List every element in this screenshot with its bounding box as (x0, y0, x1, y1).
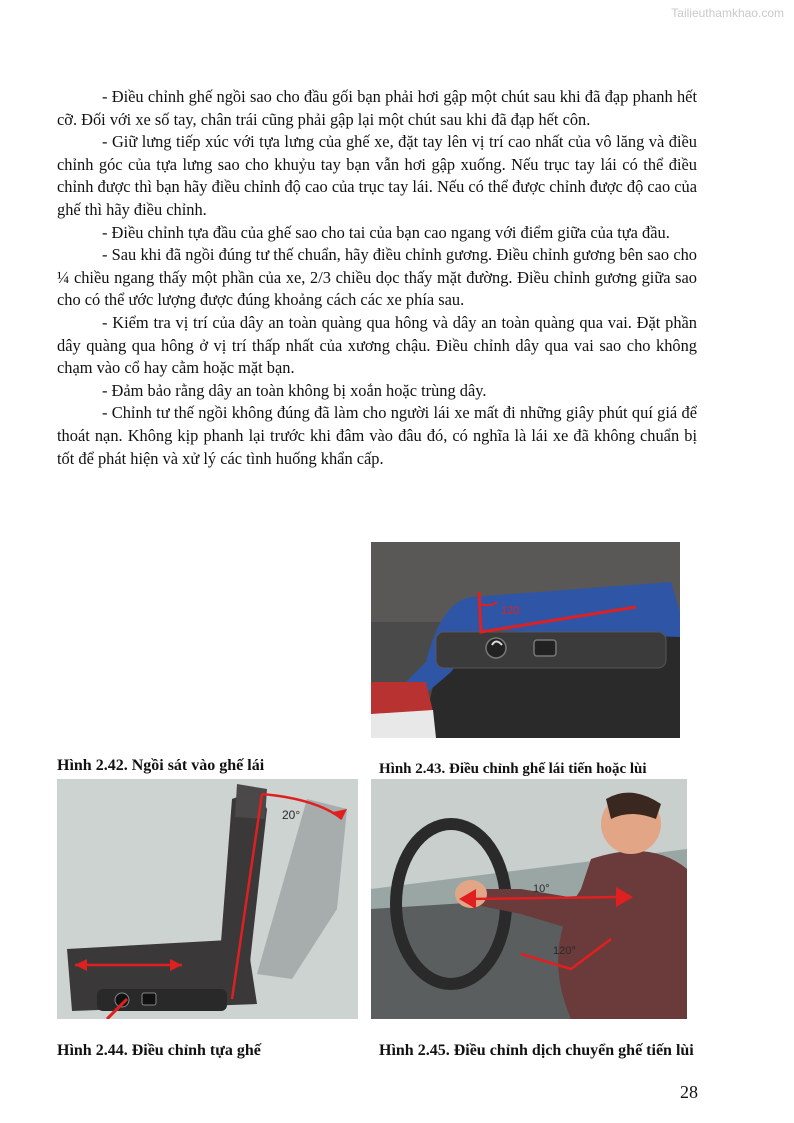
angle-label-bottom: 120° (553, 945, 576, 957)
body-text (57, 86, 697, 470)
paragraph-seatbelt: - Kiểm tra vị trí của dây an toàn quàng qua hông và dây an toàn quàng qua vai. Đặt phần dây quàng qua hông ở vị trí thấp nhất của xương chậu. Điều chỉnh dây qua vai sao cho không chạm vào cổ hay cằm hoặc mặt bạn. (57, 312, 697, 378)
figure-seat-shift (371, 779, 687, 1019)
caption-fig-2-43: Hình 2.43. Điều chỉnh ghế lái tiến hoặc lùi (379, 761, 647, 777)
caption-fig-2-44: Hình 2.44. Điều chỉnh tựa ghế (57, 1042, 261, 1059)
paragraph-belt-twist: - Đảm bảo rằng dây an toàn không bị xoắn hoặc trùng dây. (102, 380, 487, 400)
paragraph-backrest: - Giữ lưng tiếp xúc với tựa lưng của ghế xe, đặt tay lên vị trí cao nhất của vô lăng và điều chỉnh góc của tựa lưng sao cho khuỷu tay bạn vẫn hơi gập xuống. Nếu trục tay lái có thể điều chỉnh được thì bạn hãy điều chỉnh độ cao của trục tay lái. Nếu có thể được chỉnh được độ cao của ghế thì hãy điều chỉnh. (57, 132, 697, 219)
figure-seat-forward-back (371, 542, 680, 738)
angle-label: 20° (282, 808, 301, 822)
page-number: 28 (680, 1082, 698, 1102)
angle-label-top: 10° (533, 883, 550, 895)
seat-shift-illustration (371, 779, 687, 1019)
angle-label: 120 (501, 605, 520, 617)
watermark: Tailieuthamkhao.com (671, 6, 784, 20)
paragraph-headrest: - Điều chỉnh tựa đầu của ghế sao cho tai của bạn cao ngang với điểm giữa của tựa đầu. (102, 222, 670, 242)
paragraph-mirrors: - Sau khi đã ngồi đúng tư thế chuẩn, hãy điều chỉnh gương. Điều chỉnh gương bên sao cho ¼ chiều ngang thấy một phần của xe, 2/3 chiều dọc thấy mặt đường. Điều chỉnh gương giữa sao cho có thể ước lượng được đúng khoảng cách các xe phía sau. (57, 245, 697, 310)
caption-fig-2-42: Hình 2.42. Ngồi sát vào ghế lái (57, 757, 265, 774)
seat-forward-back-illustration (371, 542, 680, 738)
paragraph-posture-warning: - Chỉnh tư thế ngồi không đúng đã làm cho người lái xe mất đi những giây phút quí giá để thoát nạn. Không kịp phanh lại trước khi đâm vào đâu đó, có nghĩa là lái xe đã không chuẩn bị tốt để phát hiện và xử lý các tình huống khẩn cấp. (57, 403, 697, 468)
figure-backrest (57, 779, 358, 1019)
backrest-illustration (57, 779, 358, 1019)
paragraph-knee: - Điều chỉnh ghế ngồi sao cho đầu gối bạn phải hơi gập một chút sau khi đã đạp phanh hết cỡ. Đối với xe số tay, chân trái cũng phải gập lại một chút sau khi đã đạp hết côn. (57, 87, 697, 129)
caption-fig-2-45: Hình 2.45. Điều chỉnh dịch chuyển ghế tiến lùi (379, 1042, 694, 1059)
